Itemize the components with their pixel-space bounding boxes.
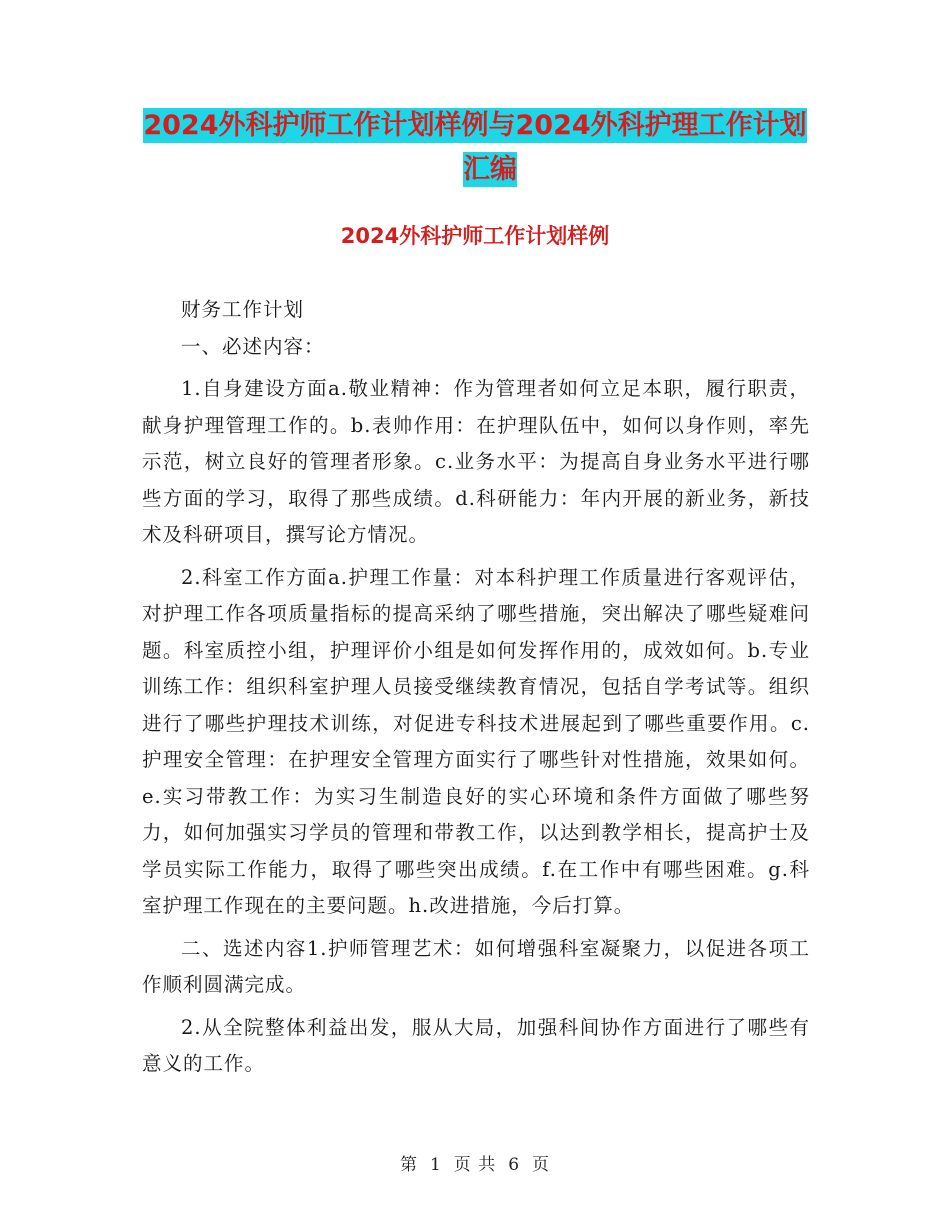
paragraph: 二、选述内容1.护师管理艺术：如何增强科室凝聚力，以促进各项工作顺利圆满完成。 — [142, 936, 810, 996]
paragraph: 财务工作计划 — [181, 298, 305, 321]
total-page-number: 6 — [508, 1155, 521, 1175]
title-line-2: 汇编 — [463, 154, 517, 185]
current-page-number: 1 — [429, 1155, 442, 1175]
paragraph: 一、必述内容： — [181, 334, 325, 358]
footer-mid: 页 共 — [453, 1155, 497, 1175]
footer-prefix: 第 — [399, 1155, 418, 1175]
page-footer — [0, 1150, 950, 1175]
paragraph: 2.从全院整体利益出发，服从大局，加强科间协作方面进行了哪些有意义的工作。 — [142, 1015, 810, 1075]
paragraph: 1.自身建设方面a.敬业精神：作为管理者如何立足本职，履行职责，献身护理管理工作的。b.表帅作用：在护理队伍中，如何以身作则，率先示范，树立良好的管理者形象。c.业务水平：为提高自身业务水平进行哪些方面的学习，取得了那些成绩。d.科研能力：年内开展的新业务，新技术及科研项目，撰写论方情况。 — [142, 377, 810, 546]
footer-suffix: 页 — [532, 1155, 551, 1175]
body-text — [142, 292, 810, 1083]
title-line-1: 2024外科护师工作计划样例与2024外科护理工作计划 — [143, 110, 807, 141]
section-title: 2024外科护师工作计划样例 — [340, 224, 610, 248]
document-title — [0, 104, 950, 192]
paragraph: 2.科室工作方面a.护理工作量：对本科护理工作质量进行客观评估，对护理工作各项质量指标的提高采纳了哪些措施，突出解决了哪些疑难问题。科室质控小组，护理评价小组是如何发挥作用的，成效如何。b.专业训练工作：组织科室护理人员接受继续教育情况，包括自学考试等。组织进行了哪些护理技术训练，对促进专科技术进展起到了哪些重要作用。c.护理安全管理：在护理安全管理方面实行了哪些针对性措施，效果如何。e.实习带教工作：为实习生制造良好的实心环境和条件方面做了哪些努力，如何加强实习学员的管理和带教工作，以达到教学相长，提高护士及学员实际工作能力，取得了哪些突出成绩。f.在工作中有哪些困难。g.科室护理工作现在的主要问题。h.改进措施，今后打算。 — [142, 565, 810, 917]
